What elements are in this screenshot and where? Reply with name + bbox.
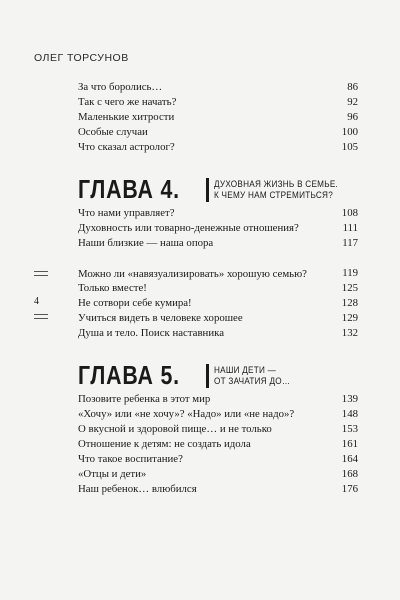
margin-rule — [34, 318, 48, 319]
toc-item-page: 96 — [347, 111, 358, 123]
toc-item-title: «Хочу» или «не хочу»? «Надо» или «не надо»? — [78, 408, 295, 420]
margin-rule — [34, 275, 48, 276]
toc-item-title: О вкусной и здоровой пище… и не только — [78, 423, 272, 435]
toc-item-title: Что такое воспитание? — [78, 453, 183, 465]
toc-item-page: 153 — [341, 423, 358, 435]
margin-rule — [34, 271, 48, 272]
toc-section-chapter-4 — [78, 206, 358, 341]
chapter-5-title: ГЛАВА 5. — [78, 360, 180, 390]
toc-item — [78, 80, 358, 95]
toc-item-title: Учиться видеть в человеке хорошее — [78, 312, 243, 324]
toc-item — [78, 236, 358, 251]
toc-section-top — [78, 80, 358, 155]
toc-item — [78, 281, 358, 296]
toc-item-title: Только вместе! — [78, 282, 147, 294]
toc-item-page: 111 — [342, 222, 358, 234]
toc-item-page: 176 — [341, 483, 358, 495]
chapter-5-subtitle-line2: ОТ ЗАЧАТИЯ ДО… — [214, 375, 291, 387]
toc-item-title: Что сказал астролог? — [78, 141, 175, 153]
chapter-4-heading — [78, 176, 400, 203]
toc-item — [78, 296, 358, 311]
chapter-5-heading — [78, 362, 400, 389]
chapter-divider-bar — [206, 364, 209, 388]
toc-item-title: Наши близкие — наша опора — [78, 237, 214, 249]
toc-item — [78, 110, 358, 125]
toc-item-page: 86 — [347, 81, 358, 93]
toc-item — [78, 251, 358, 281]
toc-item — [78, 422, 358, 437]
chapter-divider-bar — [206, 178, 209, 202]
chapter-4-subtitle-line2: К ЧЕМУ НАМ СТРЕМИТЬСЯ? — [214, 189, 334, 201]
toc-item-title: Душа и тело. Поиск наставника — [78, 327, 224, 339]
toc-item-page: 119 — [342, 267, 358, 279]
chapter-4-subtitle-line1: ДУХОВНАЯ ЖИЗНЬ В СЕМЬЕ. — [214, 178, 339, 190]
toc-item-page: 161 — [341, 438, 358, 450]
toc-item — [78, 392, 358, 407]
toc-item-page: 105 — [341, 141, 358, 153]
chapter-5-subtitle — [214, 365, 386, 387]
toc-item-page: 92 — [347, 96, 358, 108]
toc-item — [78, 140, 358, 155]
chapter-4-title: ГЛАВА 4. — [78, 174, 180, 204]
toc-item-page: 139 — [341, 393, 358, 405]
toc-item-title: За что боролись… — [78, 81, 163, 93]
toc-item — [78, 206, 358, 221]
toc-section-chapter-5 — [78, 392, 358, 497]
toc-item-title: «Отцы и дети» — [78, 468, 147, 480]
toc-item-page: 108 — [341, 207, 358, 219]
chapter-4-subtitle — [214, 179, 386, 201]
toc-item-title: Можно ли «навязуализировать» хорошую семью? — [78, 268, 307, 280]
toc-item-page: 129 — [341, 312, 358, 324]
chapter-5-subtitle-line1: НАШИ ДЕТИ — — [214, 364, 277, 376]
toc-item — [78, 407, 358, 422]
toc-item-title: Позовите ребенка в этот мир — [78, 393, 211, 405]
toc-item-title: Маленькие хитрости — [78, 111, 175, 123]
toc-item — [78, 221, 358, 236]
toc-item-title: Наш ребенок… влюбился — [78, 483, 197, 495]
toc-item-title: Так с чего же начать? — [78, 96, 177, 108]
toc-item — [78, 467, 358, 482]
toc-item — [78, 311, 358, 326]
toc-item-page: 148 — [341, 408, 358, 420]
toc-item-page: 125 — [341, 282, 358, 294]
toc-item-page: 164 — [341, 453, 358, 465]
page-number: 4 — [34, 296, 39, 307]
toc-item-page: 100 — [341, 126, 358, 138]
toc-item-title: Отношение к детям: не создать идола — [78, 438, 251, 450]
toc-item-title: Не сотвори себе кумира! — [78, 297, 192, 309]
toc-item — [78, 452, 358, 467]
toc-item-title: Духовность или товарно-денежные отношения? — [78, 222, 299, 234]
toc-item — [78, 95, 358, 110]
toc-item — [78, 437, 358, 452]
toc-item-page: 132 — [341, 327, 358, 339]
running-header-author: ОЛЕГ ТОРСУНОВ — [34, 52, 129, 64]
toc-item-title: Особые случаи — [78, 126, 148, 138]
toc-item — [78, 482, 358, 497]
toc-item-title: Что нами управляет? — [78, 207, 175, 219]
toc-item-page: 117 — [342, 237, 358, 249]
toc-item-page: 168 — [341, 468, 358, 480]
margin-rule — [34, 314, 48, 315]
toc-item-page: 128 — [341, 297, 358, 309]
toc-item — [78, 326, 358, 341]
toc-item — [78, 125, 358, 140]
